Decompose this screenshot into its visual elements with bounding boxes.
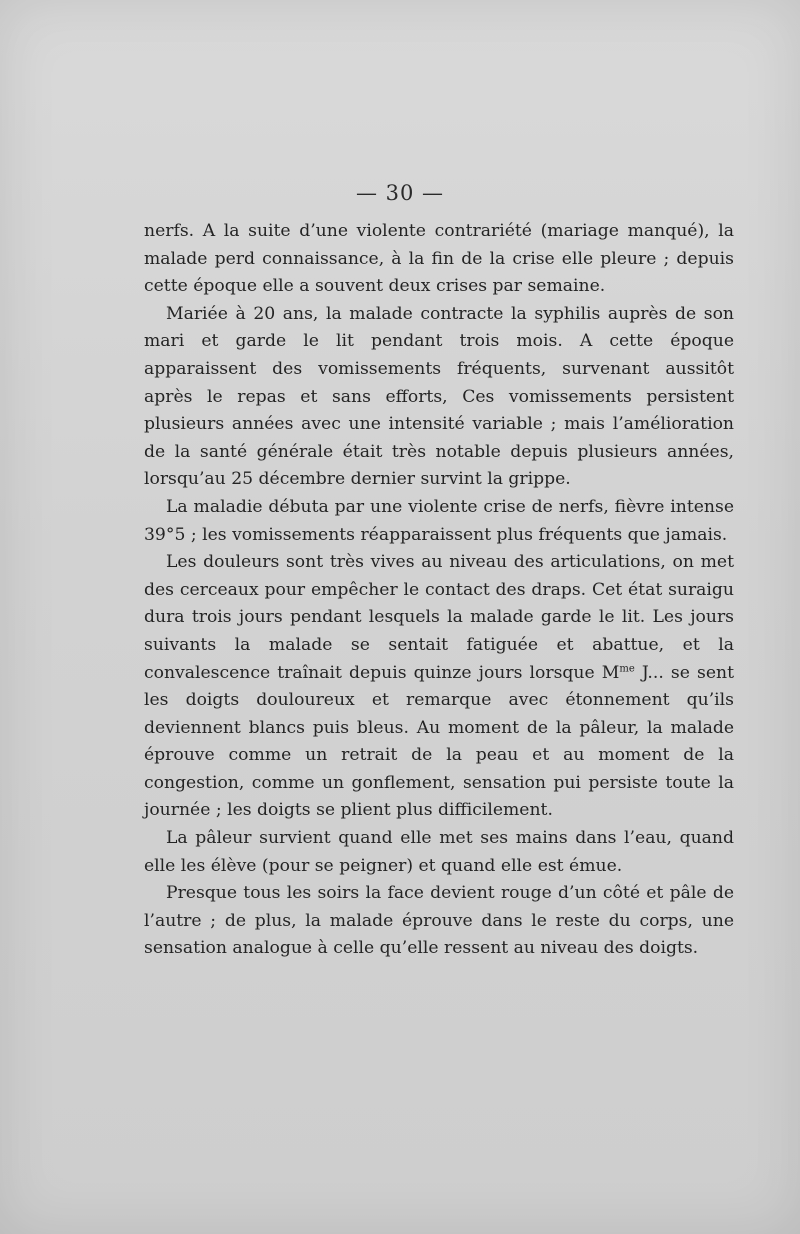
paragraph-4-text-before: Les douleurs sont très vives au niveau des articulations, on met des cerceaux pour empêcher le contact des draps. Cet état suraigu dura trois jours pendant lesquels la malade garde le lit. Les jours suivants la malade se sentait fatiguée et abattue, et la convalescence traînait depuis quinze jours lorsque M <box>144 552 734 683</box>
paragraph-3: La maladie débuta par une violente crise de nerfs, fièvre intense 39°5 ; les vomissements réapparaissent plus fréquents que jamais. <box>144 496 734 545</box>
paragraph-1: nerfs. A la suite d’une violente contrariété (mariage manqué), la malade perd connaissance, à la fin de la crise elle pleure ; depuis cette époque elle a souvent deux crises par semaine. <box>144 221 734 297</box>
paragraph-4 <box>144 549 734 825</box>
body-text <box>144 218 734 963</box>
paragraph-4-superscript: me <box>619 662 635 674</box>
page-number: — 30 — <box>355 181 445 205</box>
paragraph-4-text-after: J... se sent les doigts douloureux et remarque avec étonnement qu’ils deviennent blancs puis bleus. Au moment de la pâleur, la malade éprouve comme un retrait de la peau et au moment de la congestion, comme un gonflement, sensation pui persiste toute la journée ; les doigts se plient plus difficilement. <box>144 662 734 821</box>
paragraph-5: La pâleur survient quand elle met ses mains dans l’eau, quand elle les élève (pour se peigner) et quand elle est émue. <box>144 828 734 876</box>
paragraph-6: Presque tous les soirs la face devient rouge d’un côté et pâle de l’autre ; de plus, la malade éprouve dans le reste du corps, une sensation analogue à celle qu’elle ressent au niveau des doigts. <box>144 883 734 959</box>
paragraph-2: Mariée à 20 ans, la malade contracte la syphilis auprès de son mari et garde le lit pendant trois mois. A cette époque apparaissent des vomissements fréquents, survenant aussitôt après le repas et sans efforts, Ces vomissements persistent plusieurs années avec une intensité variable ; mais l’amélioration de la santé générale était très notable depuis plusieurs années, lorsqu’au 25 décembre dernier survint la grippe. <box>144 303 734 490</box>
